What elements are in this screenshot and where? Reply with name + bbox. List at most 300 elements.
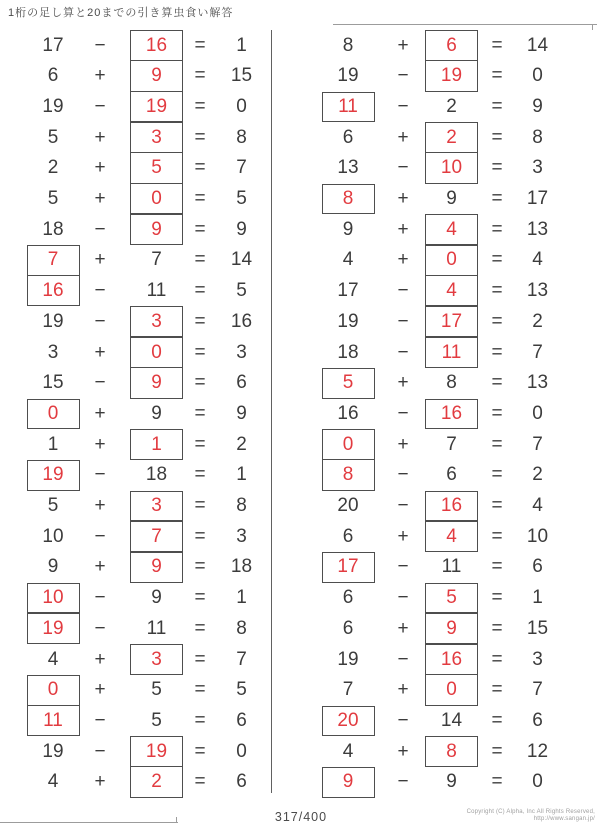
result: 3 <box>236 341 247 363</box>
answer-box <box>322 368 375 399</box>
answer: 10 <box>42 587 64 609</box>
bottom-left-rule <box>0 822 178 823</box>
minus-operator: − <box>94 34 106 56</box>
answer-box <box>425 583 478 706</box>
result: 16 <box>230 310 253 332</box>
operand-a: 5 <box>47 188 59 209</box>
answer: 5 <box>151 157 162 179</box>
equals-sign: = <box>491 587 503 609</box>
plus-operator: + <box>397 740 409 762</box>
operand-b: 5 <box>151 709 162 731</box>
operand-a: 8 <box>342 34 354 56</box>
equals-sign: = <box>491 556 503 578</box>
plus-operator: + <box>397 433 409 455</box>
answer: 11 <box>441 341 462 363</box>
answer-box-divider <box>131 766 182 768</box>
result: 8 <box>236 126 247 148</box>
result: 4 <box>532 495 543 516</box>
result: 12 <box>526 740 549 762</box>
equals-sign: = <box>194 617 206 639</box>
minus-operator: − <box>94 280 106 302</box>
plus-operator: + <box>94 341 106 363</box>
plus-operator: + <box>397 188 409 209</box>
operand-a: 4 <box>342 249 354 271</box>
plus-operator: + <box>397 249 409 271</box>
equals-sign: = <box>194 218 206 240</box>
plus-operator: + <box>94 188 106 209</box>
operand-b: 6 <box>446 464 457 486</box>
equals-sign: = <box>194 709 206 731</box>
minus-operator: − <box>397 65 409 87</box>
answer: 9 <box>151 218 162 240</box>
operand-a: 2 <box>47 157 59 179</box>
result: 13 <box>526 218 549 240</box>
plus-operator: + <box>94 495 106 516</box>
copyright <box>467 809 595 823</box>
operand-b: 8 <box>446 372 457 394</box>
equals-sign: = <box>491 771 503 793</box>
answer: 3 <box>151 126 162 148</box>
equals-sign: = <box>194 310 206 332</box>
operand-a: 6 <box>342 126 354 148</box>
operand-a: 1 <box>47 433 59 455</box>
result: 6 <box>236 372 247 394</box>
answer-box-divider <box>426 520 477 522</box>
answer: 9 <box>151 65 162 87</box>
equals-sign: = <box>194 65 206 87</box>
operand-a: 5 <box>47 126 59 148</box>
operand-a: 13 <box>337 157 359 179</box>
result: 7 <box>236 157 247 179</box>
result: 3 <box>532 648 543 670</box>
minus-operator: − <box>397 771 409 793</box>
equals-sign: = <box>491 617 503 639</box>
result: 15 <box>526 617 549 639</box>
plus-operator: + <box>397 679 409 701</box>
answer-box-divider <box>28 275 79 277</box>
answer-box <box>425 214 478 368</box>
operand-a: 16 <box>337 402 359 424</box>
equals-sign: = <box>194 525 206 547</box>
minus-operator: − <box>397 157 409 179</box>
answer: 8 <box>342 188 354 209</box>
equals-sign: = <box>194 679 206 701</box>
equals-sign: = <box>491 218 503 240</box>
answer-box <box>27 399 80 430</box>
result: 1 <box>236 587 247 609</box>
answer-box <box>425 399 478 430</box>
result: 0 <box>532 771 543 793</box>
answer: 2 <box>446 126 457 148</box>
result: 3 <box>532 157 543 179</box>
result: 8 <box>236 617 247 639</box>
result: 0 <box>532 402 543 424</box>
answer-box <box>130 644 183 675</box>
operand-b: 18 <box>145 464 168 486</box>
answer: 19 <box>440 65 463 87</box>
minus-operator: − <box>397 402 409 424</box>
answer: 8 <box>342 464 354 486</box>
operand-a: 15 <box>42 372 64 394</box>
answer: 17 <box>440 310 463 332</box>
minus-operator: − <box>94 372 106 394</box>
answer: 19 <box>42 464 64 486</box>
answer: 16 <box>440 648 463 670</box>
equals-sign: = <box>194 771 206 793</box>
answer: 9 <box>342 771 354 793</box>
answer-box-divider <box>131 367 182 369</box>
operand-a: 9 <box>47 556 59 578</box>
operand-a: 19 <box>42 310 64 332</box>
answer: 0 <box>446 679 457 701</box>
minus-operator: − <box>397 95 409 117</box>
minus-operator: − <box>397 464 409 486</box>
operand-a: 20 <box>337 495 359 516</box>
answer: 3 <box>151 648 162 670</box>
answer-box <box>27 583 80 644</box>
plus-operator: + <box>397 372 409 394</box>
answer: 11 <box>338 95 358 117</box>
equals-sign: = <box>491 157 503 179</box>
minus-operator: − <box>397 341 409 363</box>
answer-box <box>130 491 183 583</box>
plus-operator: + <box>94 648 106 670</box>
answer-box <box>27 245 80 306</box>
equals-sign: = <box>194 648 206 670</box>
equals-sign: = <box>194 188 206 209</box>
result: 13 <box>526 372 549 394</box>
result: 18 <box>230 556 253 578</box>
answer: 3 <box>151 495 162 516</box>
plus-operator: + <box>94 433 106 455</box>
answer-box <box>425 122 478 183</box>
operand-b: 2 <box>446 95 457 117</box>
answer-box-divider <box>131 121 182 123</box>
operand-a: 19 <box>337 310 359 332</box>
minus-operator: − <box>397 310 409 332</box>
equals-sign: = <box>194 433 206 455</box>
result: 5 <box>236 280 247 302</box>
minus-operator: − <box>94 740 106 762</box>
equals-sign: = <box>194 402 206 424</box>
equals-sign: = <box>194 372 206 394</box>
operand-b: 11 <box>441 556 462 578</box>
answer-box <box>425 30 478 91</box>
equals-sign: = <box>491 525 503 547</box>
answer-box-divider <box>426 643 477 645</box>
plus-operator: + <box>94 249 106 271</box>
answer: 7 <box>151 525 162 547</box>
answer: 1 <box>151 433 162 455</box>
minus-operator: − <box>397 280 409 302</box>
equals-sign: = <box>491 341 503 363</box>
page-number: 317/400 <box>274 810 328 824</box>
answer-box <box>27 675 80 736</box>
operand-b: 5 <box>151 679 162 701</box>
result: 8 <box>236 495 247 516</box>
result: 4 <box>532 249 543 271</box>
equals-sign: = <box>491 310 503 332</box>
equals-sign: = <box>194 341 206 363</box>
operand-a: 9 <box>342 218 354 240</box>
page-title: 1桁の足し算と20までの引き算虫食い解答 <box>8 7 234 19</box>
answer: 0 <box>47 679 59 701</box>
answer: 5 <box>342 372 354 394</box>
result: 14 <box>230 249 253 271</box>
answer: 19 <box>42 617 64 639</box>
operand-b: 11 <box>146 280 167 302</box>
operand-b: 14 <box>440 709 463 731</box>
answer: 0 <box>446 249 457 271</box>
operand-a: 19 <box>42 95 64 117</box>
answer-box-divider <box>426 674 477 676</box>
equals-sign: = <box>491 95 503 117</box>
answer: 0 <box>151 188 162 209</box>
equals-sign: = <box>491 65 503 87</box>
result: 9 <box>236 218 247 240</box>
operand-a: 18 <box>42 218 64 240</box>
answer-box-divider <box>131 336 182 338</box>
bottom-left-rule-tick <box>176 817 177 823</box>
minus-operator: − <box>397 709 409 731</box>
answer-box <box>27 460 80 491</box>
equals-sign: = <box>194 34 206 56</box>
operand-a: 17 <box>42 34 64 56</box>
result: 2 <box>532 464 543 486</box>
operand-a: 3 <box>47 341 59 363</box>
operand-b: 9 <box>446 771 457 793</box>
equals-sign: = <box>491 433 503 455</box>
answer: 20 <box>337 709 359 731</box>
equals-sign: = <box>194 556 206 578</box>
result: 10 <box>526 525 549 547</box>
top-right-rule-tick <box>592 24 593 30</box>
answer-box-divider <box>131 183 182 185</box>
equals-sign: = <box>491 249 503 271</box>
result: 13 <box>526 280 549 302</box>
operand-a: 4 <box>47 771 59 793</box>
answer: 16 <box>145 34 168 56</box>
answer-box-divider <box>426 336 477 338</box>
answer: 4 <box>446 218 457 240</box>
minus-operator: − <box>94 218 106 240</box>
answer-box-divider <box>131 520 182 522</box>
minus-operator: − <box>397 648 409 670</box>
equals-sign: = <box>491 34 503 56</box>
equals-sign: = <box>194 740 206 762</box>
answer-box-divider <box>131 60 182 62</box>
result: 6 <box>532 556 543 578</box>
equals-sign: = <box>491 372 503 394</box>
answer-box <box>322 706 375 737</box>
operand-a: 6 <box>342 525 354 547</box>
minus-operator: − <box>94 709 106 731</box>
answer: 4 <box>446 280 457 302</box>
minus-operator: − <box>94 310 106 332</box>
equals-sign: = <box>194 495 206 516</box>
answer-box-divider <box>426 612 477 614</box>
operand-a: 19 <box>337 648 359 670</box>
result: 2 <box>532 310 543 332</box>
answer: 2 <box>151 771 162 793</box>
answer-box-divider <box>426 244 477 246</box>
answer-box <box>322 184 375 215</box>
operand-a: 19 <box>337 65 359 87</box>
answer-box <box>425 491 478 552</box>
plus-operator: + <box>94 556 106 578</box>
answer: 19 <box>145 95 168 117</box>
copyright-line-1: Copyright (C) Alpha, Inc All Rights Reserved, <box>466 809 595 815</box>
result: 9 <box>532 95 543 117</box>
answer-box-divider <box>131 152 182 154</box>
plus-operator: + <box>397 34 409 56</box>
answer: 16 <box>440 495 463 516</box>
answer: 0 <box>151 341 162 363</box>
result: 5 <box>236 679 247 701</box>
plus-operator: + <box>94 126 106 148</box>
plus-operator: + <box>94 771 106 793</box>
minus-operator: − <box>94 464 106 486</box>
answer-box <box>322 552 375 583</box>
operand-b: 9 <box>151 587 162 609</box>
plus-operator: + <box>94 157 106 179</box>
result: 5 <box>236 188 247 209</box>
equals-sign: = <box>491 679 503 701</box>
answer: 17 <box>337 556 359 578</box>
answer: 0 <box>342 433 354 455</box>
equals-sign: = <box>491 464 503 486</box>
answer-box-divider <box>28 705 79 707</box>
answer: 8 <box>446 740 457 762</box>
operand-a: 10 <box>42 525 64 547</box>
result: 1 <box>236 464 247 486</box>
minus-operator: − <box>94 617 106 639</box>
operand-b: 7 <box>446 433 457 455</box>
minus-operator: − <box>397 587 409 609</box>
operand-a: 19 <box>42 740 64 762</box>
result: 6 <box>532 709 543 731</box>
equals-sign: = <box>491 495 503 516</box>
result: 9 <box>236 402 247 424</box>
result: 8 <box>532 126 543 148</box>
answer-box <box>425 736 478 767</box>
equals-sign: = <box>194 249 206 271</box>
answer-box <box>130 736 183 797</box>
answer: 16 <box>42 280 64 302</box>
plus-operator: + <box>94 679 106 701</box>
answer: 5 <box>446 587 457 609</box>
plus-operator: + <box>397 525 409 547</box>
equals-sign: = <box>194 464 206 486</box>
plus-operator: + <box>397 218 409 240</box>
operand-a: 4 <box>342 740 354 762</box>
operand-b: 11 <box>146 617 167 639</box>
result: 3 <box>236 525 247 547</box>
answer: 9 <box>151 372 162 394</box>
result: 2 <box>236 433 247 455</box>
equals-sign: = <box>194 157 206 179</box>
operand-a: 6 <box>47 65 59 87</box>
equals-sign: = <box>194 587 206 609</box>
plus-operator: + <box>94 65 106 87</box>
result: 1 <box>532 587 543 609</box>
answer: 19 <box>145 740 168 762</box>
answer: 6 <box>446 34 457 56</box>
answer-box-divider <box>131 213 182 215</box>
equals-sign: = <box>491 740 503 762</box>
result: 0 <box>236 740 247 762</box>
minus-operator: − <box>94 587 106 609</box>
result: 15 <box>230 65 253 87</box>
answer-box <box>130 306 183 398</box>
minus-operator: − <box>94 95 106 117</box>
answer-box-divider <box>426 152 477 154</box>
answer: 9 <box>446 617 457 639</box>
operand-b: 7 <box>151 249 162 271</box>
result: 7 <box>532 433 543 455</box>
plus-operator: + <box>397 617 409 639</box>
equals-sign: = <box>491 648 503 670</box>
answer-box <box>130 30 183 245</box>
result: 7 <box>236 648 247 670</box>
answer: 10 <box>440 157 463 179</box>
equals-sign: = <box>491 402 503 424</box>
answer-box-divider <box>131 91 182 93</box>
equals-sign: = <box>491 126 503 148</box>
equals-sign: = <box>194 95 206 117</box>
equals-sign: = <box>194 280 206 302</box>
answer-box <box>322 92 375 123</box>
answer: 7 <box>47 249 59 271</box>
answer-box-divider <box>131 551 182 553</box>
equals-sign: = <box>491 188 503 209</box>
answer-box-divider <box>426 60 477 62</box>
operand-a: 7 <box>342 679 354 701</box>
operand-a: 18 <box>337 341 359 363</box>
operand-b: 9 <box>151 402 162 424</box>
answer-box-divider <box>28 612 79 614</box>
operand-a: 4 <box>47 648 59 670</box>
minus-operator: − <box>94 525 106 547</box>
operand-a: 5 <box>47 495 59 516</box>
answer: 0 <box>47 402 59 424</box>
answer-box-divider <box>426 275 477 277</box>
result: 6 <box>236 771 247 793</box>
result: 7 <box>532 679 543 701</box>
answer: 11 <box>43 709 63 731</box>
top-right-rule <box>333 24 597 25</box>
operand-b: 9 <box>446 188 457 209</box>
result: 0 <box>236 95 247 117</box>
answer-box-divider <box>323 459 374 461</box>
answer: 3 <box>151 310 162 332</box>
minus-operator: − <box>397 556 409 578</box>
copyright-line-2: http://www.sangan.jp/ <box>533 816 595 822</box>
answer-box <box>130 429 183 460</box>
result: 0 <box>532 65 543 87</box>
equals-sign: = <box>194 126 206 148</box>
answer-box-divider <box>426 305 477 307</box>
answer-box <box>322 767 375 798</box>
answer-box <box>322 429 375 490</box>
answer: 16 <box>440 402 463 424</box>
operand-a: 6 <box>342 587 354 609</box>
result: 1 <box>236 34 247 56</box>
result: 17 <box>526 188 549 209</box>
operand-a: 6 <box>342 617 354 639</box>
result: 14 <box>526 34 549 56</box>
minus-operator: − <box>397 495 409 516</box>
